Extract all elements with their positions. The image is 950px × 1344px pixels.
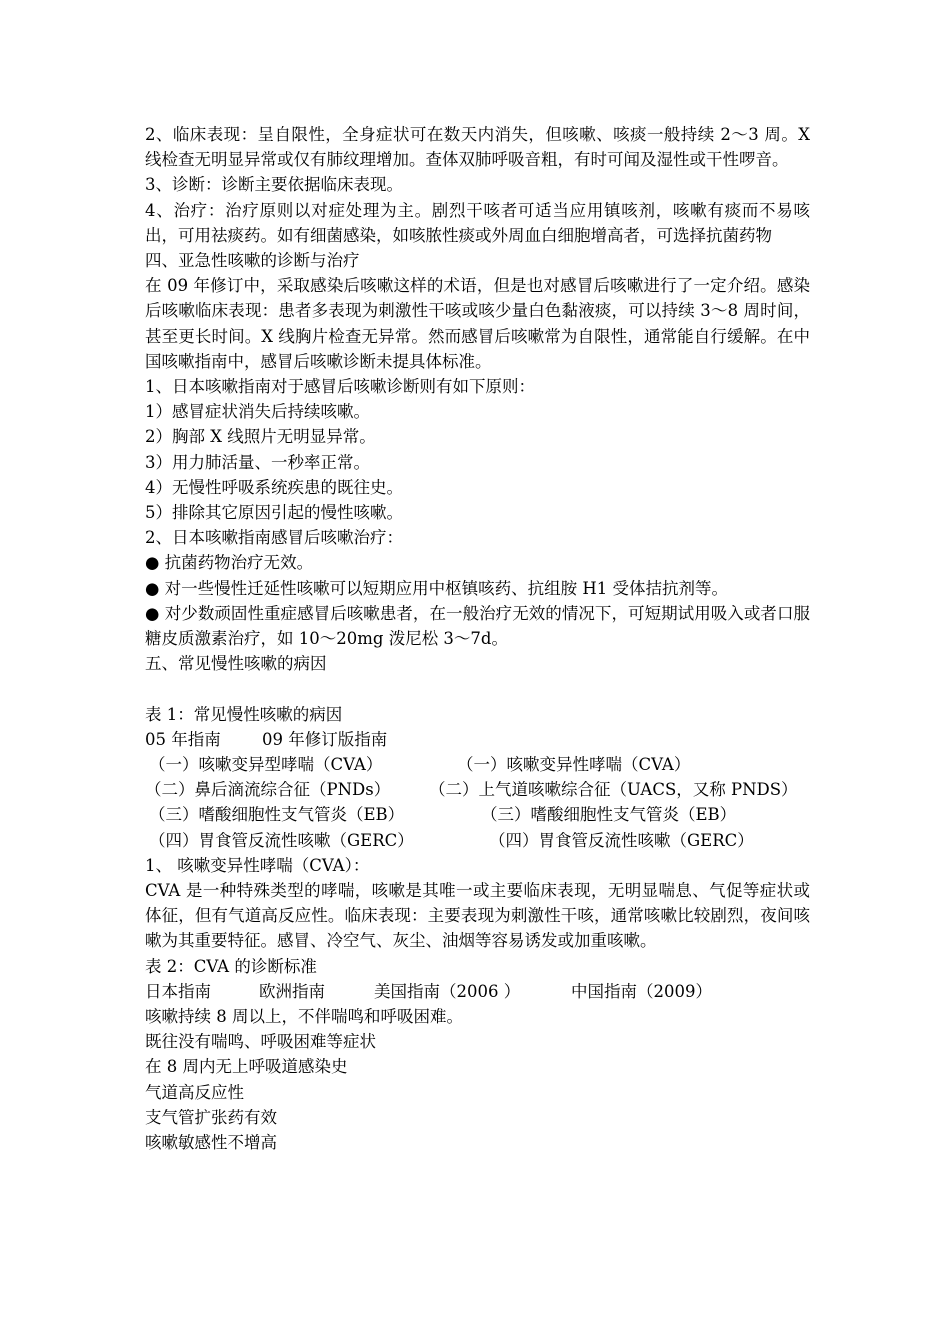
table-row xyxy=(145,752,810,777)
paragraph-cva: CVA 是一种特殊类型的哮喘，咳嗽是其唯一或主要临床表现，无明显喘息、气促等症状或体征，但有气道高反应性。临床表现：主要表现为刺激性干咳，通常咳嗽比较剧烈，夜间咳嗽为其重要特征。感冒、冷空气、灰尘、油烟等容易诱发或加重咳嗽。 xyxy=(145,881,810,951)
list-item: 5）排除其它原因引起的慢性咳嗽。 xyxy=(145,503,403,523)
list-item: 3）用力肺活量、一秒率正常。 xyxy=(145,452,370,472)
table2-row: 在 8 周内无上呼吸道感染史 xyxy=(145,1057,348,1077)
table1-cell: （二）鼻后滴流综合征（PNDs） xyxy=(145,780,391,800)
table2-header-japan: 日本指南 xyxy=(145,981,211,1001)
table-row xyxy=(145,828,810,853)
table1-cell: （二）上气道咳嗽综合征（UACS，又称 PNDS） xyxy=(429,780,798,800)
list-item: 4）无慢性呼吸系统疾患的既往史。 xyxy=(145,477,403,497)
blank-line xyxy=(145,676,810,701)
table2-header-row xyxy=(145,979,810,1004)
bullet-item: ● 对一些慢性迁延性咳嗽可以短期应用中枢镇咳药、抗组胺 H1 受体拮抗剂等。 xyxy=(145,578,729,598)
table1-caption: 表 1：常见慢性咳嗽的病因 xyxy=(145,704,343,724)
table1-header-05: 05 年指南 xyxy=(145,729,221,749)
paragraph-clinical: 2、临床表现：呈自限性，全身症状可在数天内消失，但咳嗽、咳痰一般持续 2～3 周。X 线检查无明显异常或仅有肺纹理增加。查体双肺呼吸音粗，有时可闻及湿性或干性啰音。 xyxy=(145,125,810,170)
table2-row: 咳嗽敏感性不增高 xyxy=(145,1133,277,1153)
table1-cell: （三）嗜酸细胞性支气管炎（EB） xyxy=(481,805,737,825)
list-heading-japan-diagnosis: 1、日本咳嗽指南对于感冒后咳嗽诊断则有如下原则： xyxy=(145,377,535,397)
paragraph-diagnosis: 3、诊断：诊断主要依据临床表现。 xyxy=(145,175,403,195)
table2-row: 既往没有喘鸣、呼吸困难等症状 xyxy=(145,1032,376,1052)
paragraph-postinfection: 在 09 年修订中，采取感染后咳嗽这样的术语，但是也对感冒后咳嗽进行了一定介绍。感染后咳嗽临床表现：患者多表现为刺激性干咳或咳少量白色黏液痰，可以持续 3～8 周时间，甚至更长时间。X 线胸片检查无异常。然而感冒后咳嗽常为自限性，通常能自行缓解。在中国咳嗽指南中，感冒后咳嗽诊断未提具体标准。 xyxy=(145,276,810,371)
table1-cell: （四）胃食管反流性咳嗽（GERC） xyxy=(489,830,754,850)
bullet-item: ● 抗菌药物治疗无效。 xyxy=(145,553,314,573)
table2-caption: 表 2：CVA 的诊断标准 xyxy=(145,956,317,976)
list-item: 1）感冒症状消失后持续咳嗽。 xyxy=(145,402,370,422)
section-heading-chronic: 五、常见慢性咳嗽的病因 xyxy=(145,654,327,674)
table-row xyxy=(145,802,810,827)
table1-header-09: 09 年修订版指南 xyxy=(262,729,388,749)
section-heading-cva: 1、 咳嗽变异性哮喘（CVA）： xyxy=(145,855,370,875)
bullet-item: ● 对少数顽固性重症感冒后咳嗽患者，在一般治疗无效的情况下，可短期试用吸入或者口服糖皮质激素治疗，如 10～20mg 泼尼松 3～7d。 xyxy=(145,603,810,649)
list-heading-japan-treatment: 2、日本咳嗽指南感冒后咳嗽治疗： xyxy=(145,528,403,548)
table1-header-row xyxy=(145,727,810,752)
table1-cell: （一）咳嗽变异性哮喘（CVA） xyxy=(457,755,691,775)
table2-row: 气道高反应性 xyxy=(145,1082,244,1102)
table-row xyxy=(145,777,810,802)
list-item: 2）胸部 X 线照片无明显异常。 xyxy=(145,427,376,447)
table2-header-china: 中国指南（2009） xyxy=(571,981,712,1001)
table1-cell: （一）咳嗽变异型哮喘（CVA） xyxy=(149,755,383,775)
table1-cell: （三）嗜酸细胞性支气管炎（EB） xyxy=(149,805,405,825)
document-page xyxy=(145,122,810,1155)
section-heading-subacute: 四、亚急性咳嗽的诊断与治疗 xyxy=(145,251,360,271)
table2-header-europe: 欧洲指南 xyxy=(259,981,325,1001)
table2-header-usa: 美国指南（2006 ） xyxy=(374,981,521,1001)
table2-row: 咳嗽持续 8 周以上，不伴喘鸣和呼吸困难。 xyxy=(145,1007,463,1026)
table2-row: 支气管扩张药有效 xyxy=(145,1107,277,1127)
paragraph-treatment: 4、治疗：治疗原则以对症处理为主。剧烈干咳者可适当应用镇咳剂，咳嗽有痰而不易咳出，可用祛痰药。如有细菌感染，如咳脓性痰或外周血白细胞增高者，可选择抗菌药物 xyxy=(145,200,810,245)
table1-cell: （四）胃食管反流性咳嗽（GERC） xyxy=(149,830,414,850)
